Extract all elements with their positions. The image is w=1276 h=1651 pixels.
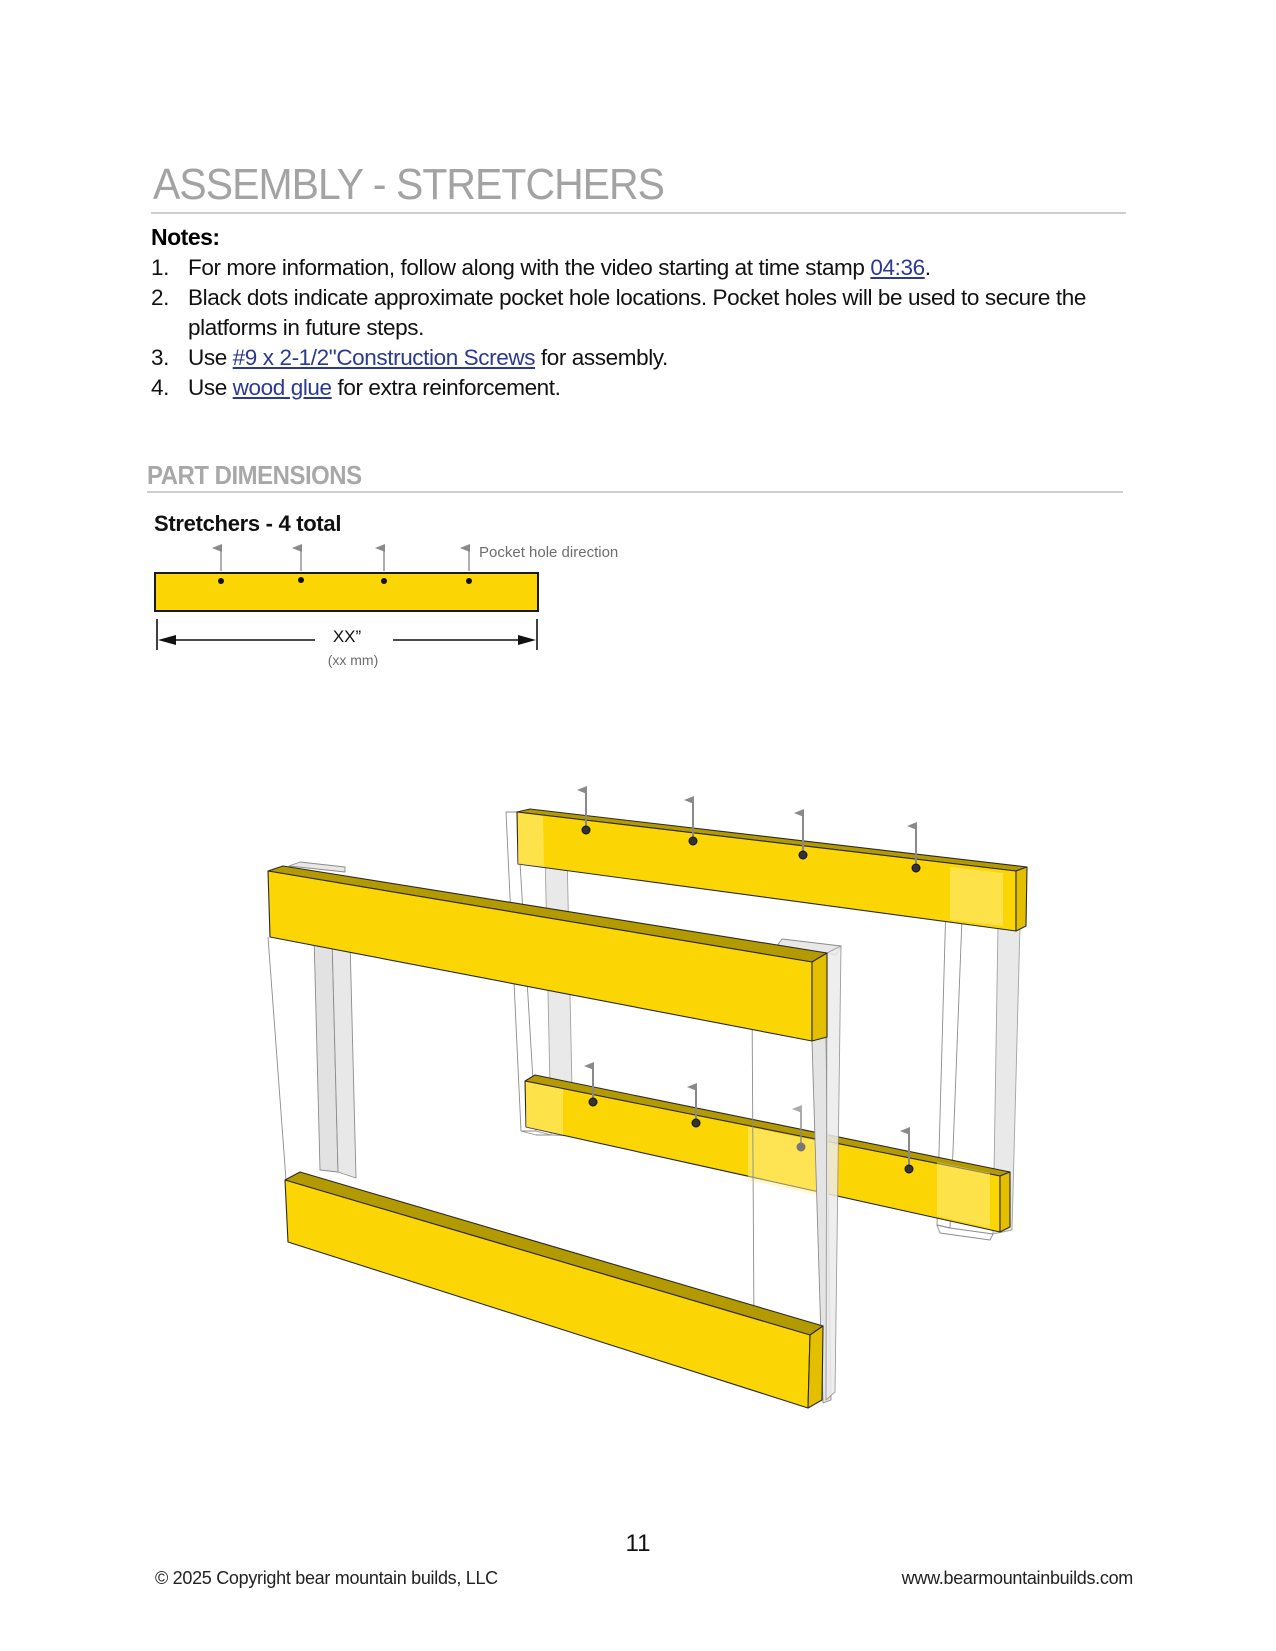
wood-glue-link[interactable]: wood glue (232, 375, 332, 400)
pocket-hole-direction-label: Pocket hole direction (479, 544, 619, 561)
assembly-diagram (268, 790, 1027, 1408)
note-text-after: for assembly. (535, 345, 668, 370)
back-top-stretcher (517, 809, 1027, 931)
video-timestamp-link[interactable]: 04:36 (870, 255, 925, 280)
website-link[interactable]: www.bearmountainbuilds.com (901, 1568, 1133, 1588)
stretcher-front-face (285, 1180, 810, 1408)
note-number: 1. (151, 255, 169, 280)
stretcher-end-face (808, 1326, 823, 1408)
construction-screws-link[interactable]: #9 x 2-1/2"Construction Screws (232, 345, 536, 370)
pocket-hole-icon (912, 864, 920, 872)
stretcher-end-face (1016, 867, 1027, 931)
pocket-hole-icon (218, 578, 224, 584)
back-bottom-stretcher (525, 1075, 1010, 1232)
note-text: For more information, follow along with the video starting at time stamp (188, 255, 871, 280)
note-text: Black dots indicate approximate pocket hole locations. Pocket holes will be used to secure the platforms in future steps. (188, 285, 1086, 340)
part-dimensions-heading: PART DIMENSIONS (147, 460, 362, 490)
pocket-hole-icon (466, 578, 472, 584)
note-number: 2. (151, 285, 169, 310)
note-text: Use (188, 345, 233, 370)
pocket-hole-icon (589, 1098, 597, 1106)
note-number: 3. (151, 345, 169, 370)
pocket-hole-icon (692, 1119, 700, 1127)
dimension-line (157, 619, 537, 650)
pocket-hole-icon (689, 837, 697, 845)
copyright-text: © 2025 Copyright bear mountain builds, LLC (155, 1568, 498, 1588)
front-bottom-stretcher (285, 1172, 823, 1408)
pocket-hole-icon (582, 826, 590, 834)
length-metric-label: (xx mm) (327, 652, 379, 668)
note-text: Use (188, 375, 233, 400)
stretcher-end-face (812, 953, 827, 1041)
stretcher-front-face (517, 812, 1016, 931)
notes-heading: Notes: (151, 224, 220, 250)
note-text-after: for extra reinforcement. (331, 375, 561, 400)
page-title: ASSEMBLY - STRETCHERS (153, 160, 665, 209)
stretcher-end-face (1000, 1172, 1010, 1232)
part-title: Stretchers - 4 total (154, 511, 342, 536)
pocket-hole-icon (799, 851, 807, 859)
pocket-hole-arrows (221, 548, 469, 571)
note-text-after: . (924, 255, 931, 280)
stretcher-part-drawing (155, 548, 538, 650)
note-number: 4. (151, 375, 169, 400)
length-label: XX” (332, 627, 362, 646)
pocket-hole-icon (905, 1165, 913, 1173)
pocket-hole-icon (797, 1143, 805, 1151)
page-number: 11 (625, 1530, 651, 1557)
pocket-hole-icon (381, 578, 387, 584)
pocket-hole-icon (298, 577, 304, 583)
arrow-left-icon (158, 635, 176, 645)
leg-outline (268, 937, 286, 1180)
arrow-right-icon (518, 635, 536, 645)
stretcher-board (155, 573, 538, 611)
